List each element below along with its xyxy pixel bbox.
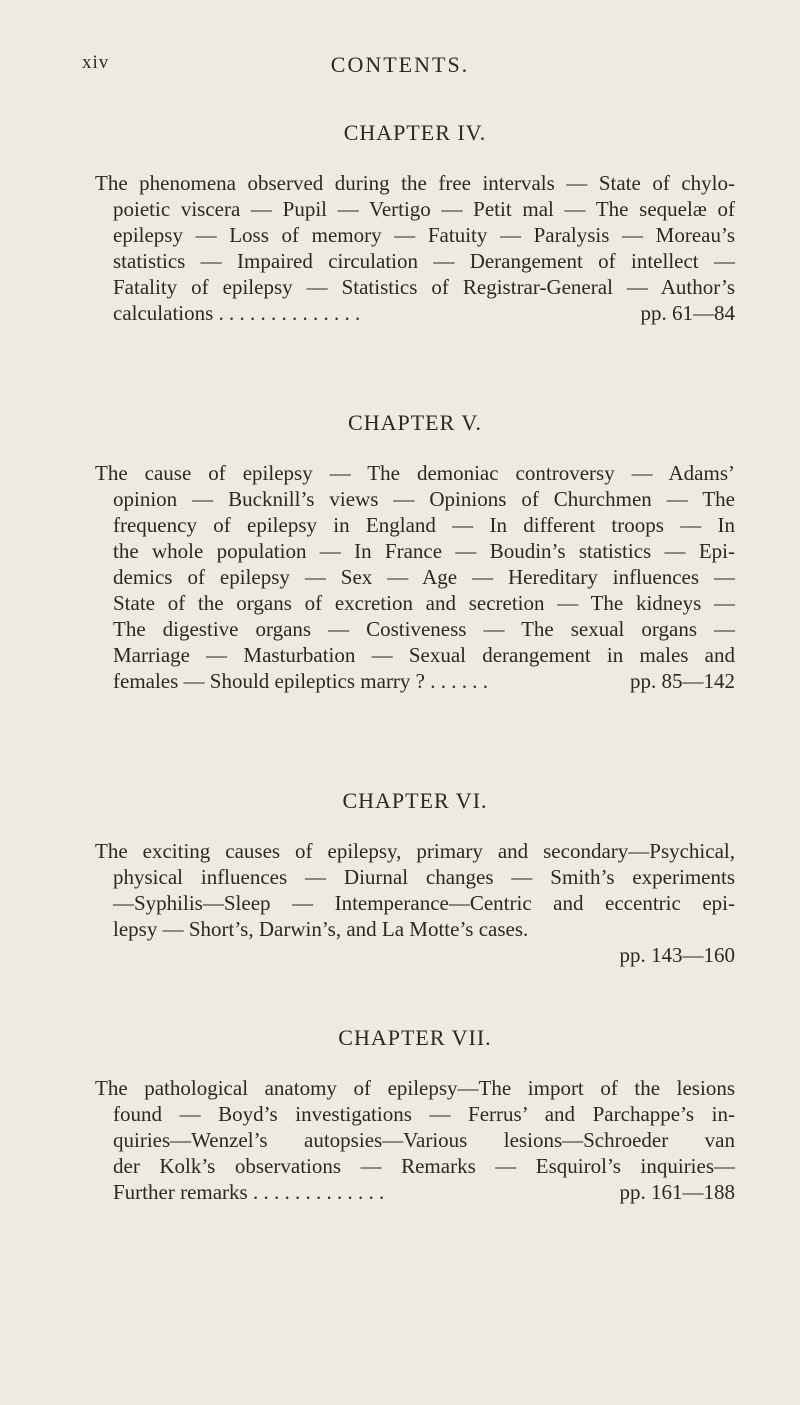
summary-line: State of the organs of excretion and secretion — The kidneys —	[113, 591, 735, 615]
chapter-title: CHAPTER IV.	[343, 120, 487, 145]
chapter-title: CHAPTER V.	[348, 410, 482, 435]
page-range: pp. 61—84	[640, 301, 735, 325]
page-number: xiv	[82, 52, 110, 73]
summary-line: physical influences — Diurnal changes — Smith’s experiments	[113, 865, 735, 889]
summary-line: The exciting causes of epilepsy, primary and secondary—Psychical,	[95, 839, 735, 863]
summary-last-line	[95, 300, 735, 326]
running-title: CONTENTS.	[330, 52, 470, 77]
chapter-title: CHAPTER VI.	[342, 788, 488, 813]
summary-line: Marriage — Masturbation — Sexual derangement in males and	[113, 643, 735, 667]
summary-line: demics of epilepsy — Sex — Age — Hereditary influences —	[113, 565, 735, 589]
summary-line-text: Further remarks . . . . . . . . . . . . .	[113, 1180, 385, 1204]
chapter-vii-entry	[95, 1025, 735, 1205]
summary-line: The phenomena observed during the free intervals — State of chylo-	[95, 171, 735, 195]
page-range: pp. 161—188	[619, 1180, 735, 1204]
summary-line: der Kolk’s observations — Remarks — Esquirol’s inquiries—	[113, 1154, 735, 1178]
summary-line: lepsy — Short’s, Darwin’s, and La Motte’s cases.	[113, 917, 529, 941]
page-range: pp. 85—142	[630, 669, 735, 693]
summary-line: epilepsy — Loss of memory — Fatuity — Paralysis — Moreau’s	[113, 223, 735, 247]
chapter-vi-entry	[95, 788, 735, 968]
chapter-iv-entry	[95, 120, 735, 326]
summary-line: poietic viscera — Pupil — Vertigo — Petit mal — The sequelæ of	[113, 197, 735, 221]
summary-line: The pathological anatomy of epilepsy—The import of the lesions	[95, 1076, 735, 1100]
summary-line: found — Boyd’s investigations — Ferrus’ and Parchappe’s in-	[113, 1102, 735, 1126]
summary-line: quiries—Wenzel’s autopsies—Various lesions—Schroeder van	[113, 1128, 735, 1152]
summary-line: Fatality of epilepsy — Statistics of Registrar-General — Author’s	[113, 275, 735, 299]
summary-line: —Syphilis—Sleep — Intemperance—Centric and eccentric epi-	[113, 891, 735, 915]
chapter-v-entry	[95, 410, 735, 694]
summary-line: The digestive organs — Costiveness — The sexual organs —	[113, 617, 735, 641]
summary-line: frequency of epilepsy in England — In different troops — In	[113, 513, 735, 537]
summary-line: The cause of epilepsy — The demoniac controversy — Adams’	[95, 461, 735, 485]
summary-line-text: calculations . . . . . . . . . . . . . .	[113, 301, 361, 325]
summary-line: opinion — Bucknill’s views — Opinions of Churchmen — The	[113, 487, 735, 511]
summary-last-line	[95, 1179, 735, 1205]
summary-last-line	[95, 668, 735, 694]
summary-line-text: females — Should epileptics marry ? . . . . . .	[113, 669, 488, 693]
summary-line: the whole population — In France — Boudin’s statistics — Epi-	[113, 539, 735, 563]
chapter-title: CHAPTER VII.	[338, 1025, 492, 1050]
page-range: pp. 143—160	[619, 943, 735, 967]
summary-line: statistics — Impaired circulation — Derangement of intellect —	[113, 249, 735, 273]
